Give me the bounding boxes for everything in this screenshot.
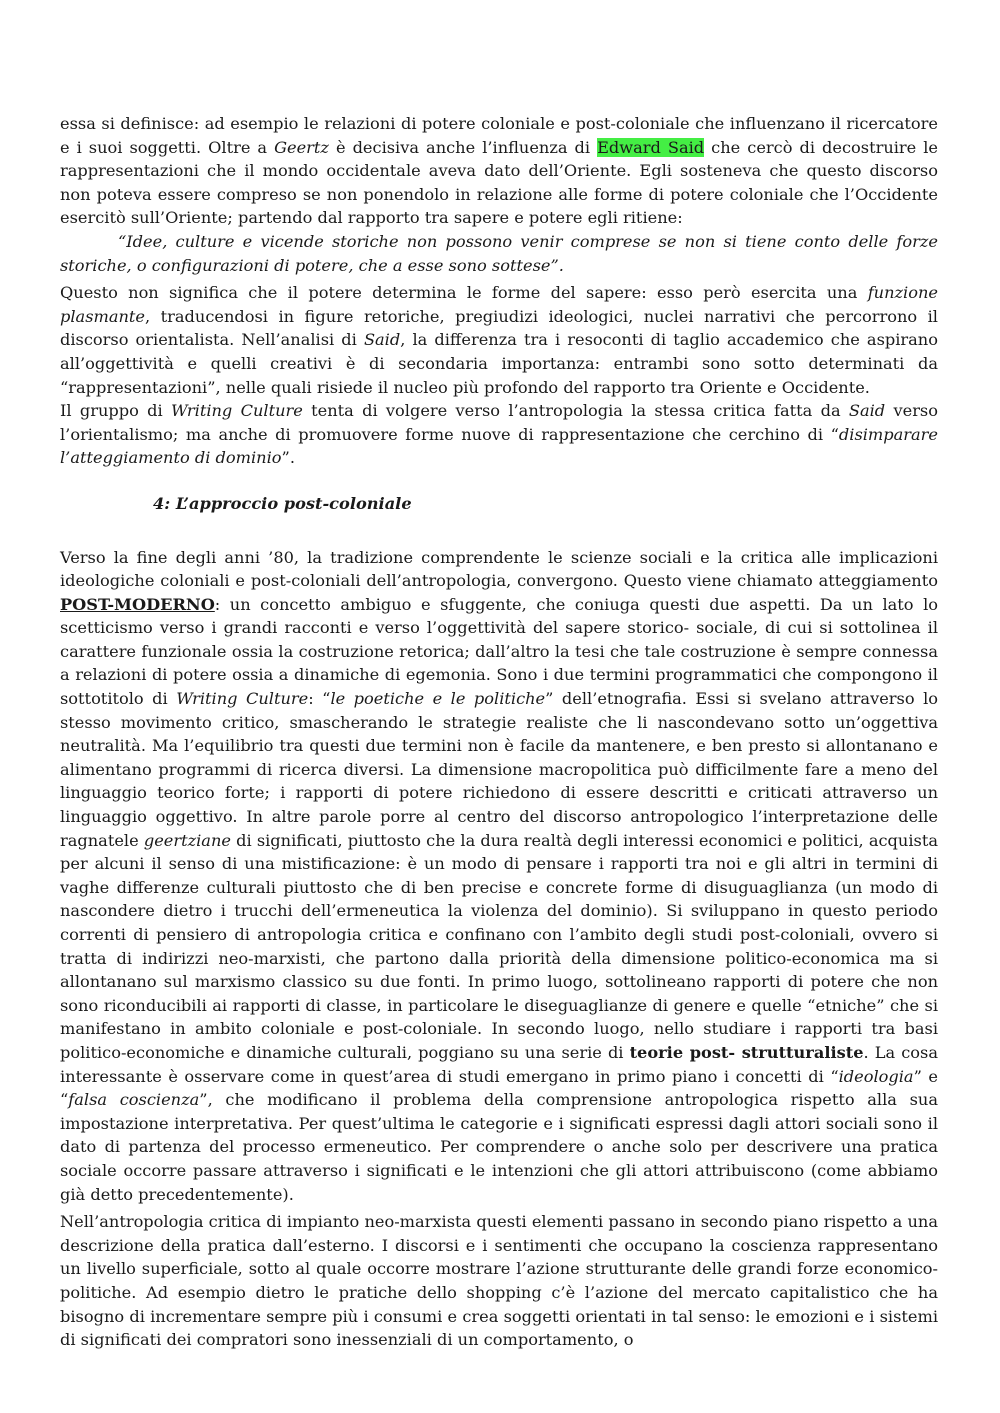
paragraph-neo-marxist: Nell’antropologia critica di impianto neo-marxista questi elementi passano in secondo piano rispetto a una descrizione della pratica dall’esterno. I discorsi e i sentimenti che occupano la coscienza rappresentano un livello superficiale, sotto al quale occorre mostrare l’azione strutturante delle grandi forze economico-politiche. Ad esempio dietro le pratiche dello shopping c’è l’azione del mercato capitalistico che ha bisogno di incrementare sempre più i consumi e crea soggetti orientati in tal senso: le emozioni e i sistemi di significati dei compratori sono inessenziali di un comportamento, o — [60, 1212, 938, 1350]
text-run: essa si definisce: ad esempio le relazioni di potere coloniale e post-coloniale che influenzano il ricercatore e i suoi soggetti. Oltre a — [60, 114, 938, 157]
bold-underlined-term: POST-MODERNO — [60, 594, 215, 614]
highlighted-name: Edward Said — [597, 137, 705, 157]
text-run: Verso la fine degli anni ’80, la tradizione comprendente le scienze sociali e la critica alle implicazioni ideologiche coloniali e post-coloniali dell’antropologia, convergono. Questo viene chiamato atteggiamento — [60, 547, 938, 591]
text-run: . La cosa interessante è osservare come in quest’area di studi emergano in primo piano i concetti di “ — [60, 1042, 938, 1086]
text-run: di significati, piuttosto che la dura realtà degli interessi economici e politici, acquista per alcuni il senso di una mistificazione: è un modo di pensare i rapporti tra noi e gli altri in termini di vaghe differenze culturali piuttosto che di ben precise e concrete forme di disuguaglianza (un modo di nascondere dietro i trucchi dell’ermeneutica la violenza del dominio). Si sviluppano in questo periodo correnti di pensiero di antropologia critica e confinano con l’ambito degli studi post-coloniali, ovvero si tratta di indirizzi neo-marxisti, che partono dalla priorità della dimensione politico-economica ma si allontanano sul marxismo classico su due fonti. In primo luogo, sottolineano rapporti di potere che non sono riconducibili ai rapporti di classe, in particolare le diseguaglianze di genere e quelle “etniche” che si manifestano in ambito coloniale e post-coloniale. In secondo luogo, nello studiare i rapporti tra basi politico-economiche e dinamiche culturali, poggiano su una serie di — [60, 830, 938, 1062]
text-run: Il gruppo di — [60, 401, 171, 421]
paragraph-power-knowledge — [60, 281, 938, 399]
emphasis-disimparare: disimparare l’atteggiamento di dominio — [60, 424, 938, 468]
emphasis-writing-culture: Writing Culture — [171, 401, 303, 421]
emphasis-geertziane: geertziane — [143, 830, 231, 850]
text-run: tenta di volgere verso l’antropologia la stessa critica fatta da — [302, 401, 849, 421]
text-run: : un concetto ambiguo e sfuggente, che coniuga questi due aspetti. Da un lato lo scetticismo verso i grandi racconti e verso l’oggettività del sapere storico- sociale, di cui si sottolinea il carattere funzionale ossia la costruzione retorica; dall’altro la tesi che tale costruzione è sempre connessa a relazioni di potere ossia a dinamiche di egemonia. Sono i due termini programmatici che compongono il sottotitolo di — [60, 594, 938, 709]
text-run: , la differenza tra i resoconti di taglio accademico che aspirano all’oggettività e quelli creativi è di secondaria importanza: entrambi sono sotto determinati da “rappresentazioni”, nelle quali risiede il nucleo più profondo del rapporto tra Oriente e Occidente. — [60, 330, 938, 397]
document-page — [60, 112, 938, 1352]
text-run: : “ — [308, 689, 331, 709]
section-heading: 4: L’approccio post-coloniale — [153, 493, 412, 513]
emphasis-poetiche-politiche: le poetiche e le politiche — [330, 689, 546, 709]
paragraph-said-intro — [60, 112, 938, 230]
emphasis-said: Said — [848, 401, 886, 421]
emphasis-said: Said — [363, 330, 401, 350]
text-run: è decisiva anche l’influenza di — [328, 137, 598, 157]
text-run: ” e “ — [60, 1066, 938, 1110]
text-run: ” dell’etnografia. Essi si svelano attraverso lo stesso movimento critico, smascherando le strategie realiste che li nascondevano sotto un’oggettiva neutralità. Ma l’equilibrio tra questi due termini non è facile da mantenere, e ben presto si allontanano e alimentano programmi di ricerca diversi. La dimensione macropolitica può difficilmente fare a meno del linguaggio teorico forte; i rapporti di potere richiedono di essere descritti e criticati attraverso un linguaggio oggettivo. In altre parole porre al centro del discorso antropologico l’interpretazione delle ragnatele — [60, 689, 938, 850]
text-run: ”, che modificano il problema della comprensione antropologica rispetto alla sua impostazione interpretativa. Per quest’ultima le categorie e i significati espressi dagli attori sociali sono il dato di partenza del processo ermeneutico. Per comprendere o anche solo per descrivere una pratica sociale occorre passare attraverso i significati e le intenzioni che gli attori attribuiscono (come abbiamo già detto precedentemente). — [60, 1090, 938, 1204]
text-run: ”. — [281, 448, 295, 468]
paragraph-post-modern — [60, 546, 938, 1207]
emphasis-funzione-plasmante: funzione plasmante — [60, 283, 938, 326]
text-run: verso l’orientalismo; ma anche di promuovere forme nuove di rappresentazione che cerchino di “ — [60, 401, 938, 444]
emphasis-falsa-coscienza: falsa coscienza — [68, 1090, 200, 1110]
text-run: , traducendosi in figure retoriche, pregiudizi ideologici, nuclei narrativi che percorrono il discorso orientalista. Nell’analisi di — [60, 306, 938, 350]
text-run: che cercò di decostruire le rappresentazioni che il mondo occidentale aveva dato dell’Oriente. Egli sosteneva che questo discorso non poteva essere compreso se non ponendolo in relazione alle forme di potere coloniale che l’Occidente esercitò sull’Oriente; partendo dal rapporto tra sapere e potere egli ritiene: — [60, 137, 939, 228]
block-quote: “Idee, culture e vicende storiche non possono venir comprese se non si tiene conto delle forze storiche, o configurazioni di potere, che a esse sono sottese”. — [60, 231, 938, 275]
emphasis-geertz: Geertz — [274, 137, 329, 157]
text-run: Questo non significa che il potere determina le forme del sapere: esso però esercita una — [60, 283, 868, 303]
paragraph-writing-culture — [60, 399, 938, 470]
bold-term: teorie post- strutturaliste — [629, 1042, 864, 1062]
emphasis-ideologia: ideologia — [838, 1066, 914, 1086]
emphasis-writing-culture: Writing Culture — [176, 689, 309, 709]
